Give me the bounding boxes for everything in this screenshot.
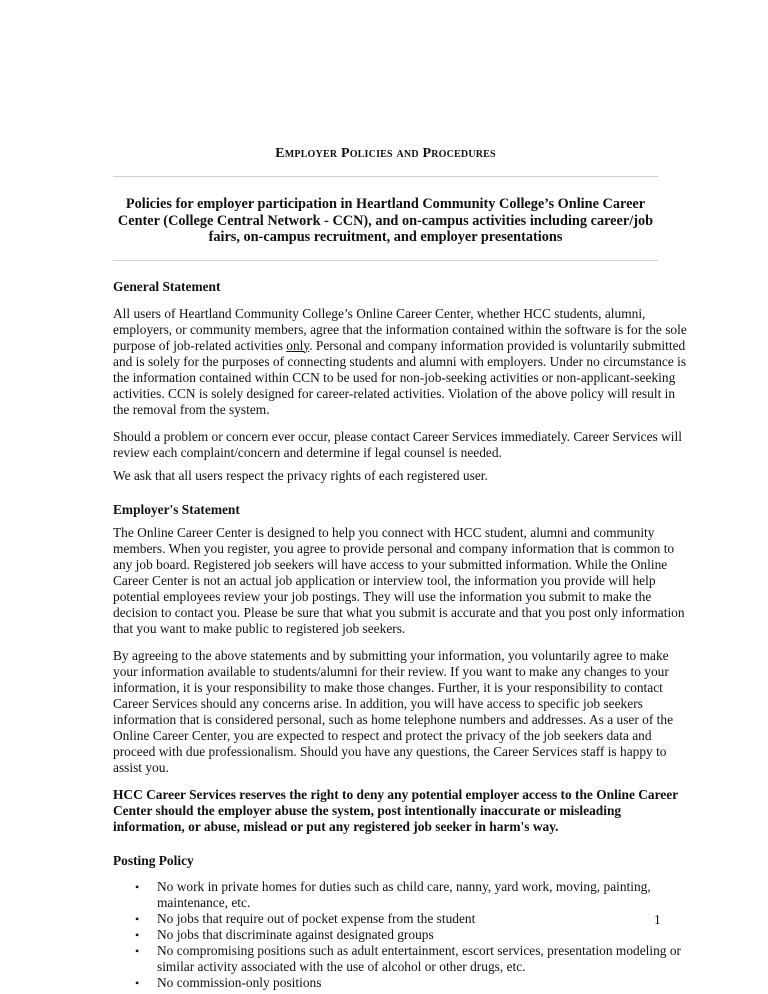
list-item: [113, 942, 681, 975]
list-item: [113, 911, 658, 927]
list-item: [113, 879, 658, 911]
section: [113, 501, 685, 835]
text-line: the removal from the system.: [113, 401, 270, 417]
text-line: review each complaint/concern and determine if legal counsel is needed.: [113, 444, 502, 460]
text-line: Career Services should any concerns arise. In addition, you will have access to specific job seekers: [113, 695, 643, 711]
posting-policy-list: [113, 878, 681, 991]
text-line: assist you.: [113, 759, 169, 775]
bullet-icon: •: [135, 911, 140, 926]
text-line: members. When you register, you agree to provide personal and company information that is common to: [113, 540, 675, 556]
divider: [113, 176, 658, 177]
text-line: By agreeing to the above statements and by submitting your information, you voluntarily agree to make: [113, 647, 669, 663]
text-line: No jobs that discriminate against designated groups: [157, 926, 434, 942]
section-heading: Employer's Statement: [113, 501, 240, 517]
text-line: HCC Career Services reserves the right to deny any potential employer access to the Online Career: [113, 786, 679, 802]
bullet-icon: •: [135, 879, 140, 894]
subtitle-line: fairs, on-campus recruitment, and employer presentations: [208, 229, 563, 245]
document-page: [113, 146, 687, 991]
section-heading: General Statement: [113, 278, 221, 294]
text-line: activities. CCN is solely designed for career-related activities. Violation of the above policy will result in: [113, 385, 676, 401]
text-line: All users of Heartland Community College’s Online Career Center, whether HCC students, alumni,: [113, 305, 646, 321]
text-line: The Online Career Center is designed to help you connect with HCC student, alumni and community: [113, 524, 655, 540]
text-line: Center should the employer abuse the system, post intentionally inaccurate or misleading: [113, 802, 622, 818]
text-line: No commission-only positions: [157, 974, 322, 990]
section: [113, 278, 687, 484]
paragraph: [113, 524, 685, 637]
text-line: your information available to students/alumni for their review. If you want to make any changes to your: [113, 663, 669, 679]
text-segment: purpose of job-related activities: [113, 337, 287, 353]
text-line: proceed with due professionalism. Should you have any questions, the Career Services staff is happy to: [113, 743, 667, 759]
paragraph: [113, 786, 679, 835]
text-segment: . Personal and company information provided is voluntarily submitted: [309, 337, 686, 353]
text-line: Should a problem or concern ever occur, please contact Career Services immediately. Career Services will: [113, 428, 682, 444]
bullet-icon: •: [135, 943, 140, 958]
bullet-icon: •: [135, 975, 140, 990]
text-line: Career Center is not an actual job application or interview tool, the information you provide will help: [113, 572, 656, 588]
document-subtitle: [113, 196, 658, 246]
text-line: No compromising positions such as adult entertainment, escort services, presentation modeling or: [157, 942, 681, 958]
text-line: [113, 337, 686, 354]
subtitle-line: Policies for employer participation in Heartland Community College’s Online Career: [125, 196, 646, 212]
divider: [113, 260, 658, 261]
text-line: decision to contact you. Please be sure that what you submit is accurate and that you post only information: [113, 604, 685, 620]
text-line: any job board. Registered job seekers will have access to your submitted information. While the Online: [113, 556, 668, 572]
underlined-text: only: [286, 337, 310, 353]
document-body: [113, 278, 687, 835]
page-number: 1: [654, 912, 661, 927]
text-line: potential employees review your job postings. They will use the information you submit to make the: [113, 588, 652, 604]
subtitle-line: Center (College Central Network - CCN), and on-campus activities including career/job: [117, 212, 654, 229]
text-line: that you want to make public to registered job seekers.: [113, 620, 406, 636]
list-item: [113, 927, 658, 943]
paragraph: [113, 305, 687, 418]
text-line: Online Career Center, you are expected to respect and protect the privacy of the job seekers data and: [113, 727, 652, 743]
text-line: We ask that all users respect the privacy rights of each registered user.: [113, 467, 488, 483]
posting-policy-section: [113, 852, 681, 991]
text-line: maintenance, etc.: [157, 894, 251, 910]
text-line: information, or abuse, mislead or put any registered job seeker in harm's way.: [113, 818, 559, 834]
text-line: information, it is your responsibility to make those changes. Further, it is your responsibility to contact: [113, 679, 663, 695]
paragraph: [113, 428, 682, 461]
text-line: similar activity associated with the use of alcohol or other drugs, etc.: [157, 958, 526, 974]
paragraph: [113, 468, 658, 484]
text-line: and is solely for the purposes of connecting students and alumni with employers. Under no circumstance is: [113, 353, 687, 369]
paragraph: [113, 647, 674, 776]
text-line: No work in private homes for duties such as child care, nanny, yard work, moving, painting,: [157, 878, 651, 894]
text-line: No jobs that require out of pocket expense from the student: [157, 910, 476, 926]
text-line: information that is considered personal, such as home telephone numbers and addresses. As a user of the: [113, 711, 674, 727]
document-title: Employer Policies and Procedures: [275, 146, 496, 161]
text-line: employers, or community members, agree that the information contained within the software is for the sole: [113, 321, 687, 337]
text-line: the information contained within CCN to be used for non-job-seeking activities or non-applicant-seeking: [113, 369, 676, 385]
bullet-icon: •: [135, 927, 140, 942]
list-item: [113, 975, 658, 991]
section-heading: Posting Policy: [113, 852, 194, 868]
